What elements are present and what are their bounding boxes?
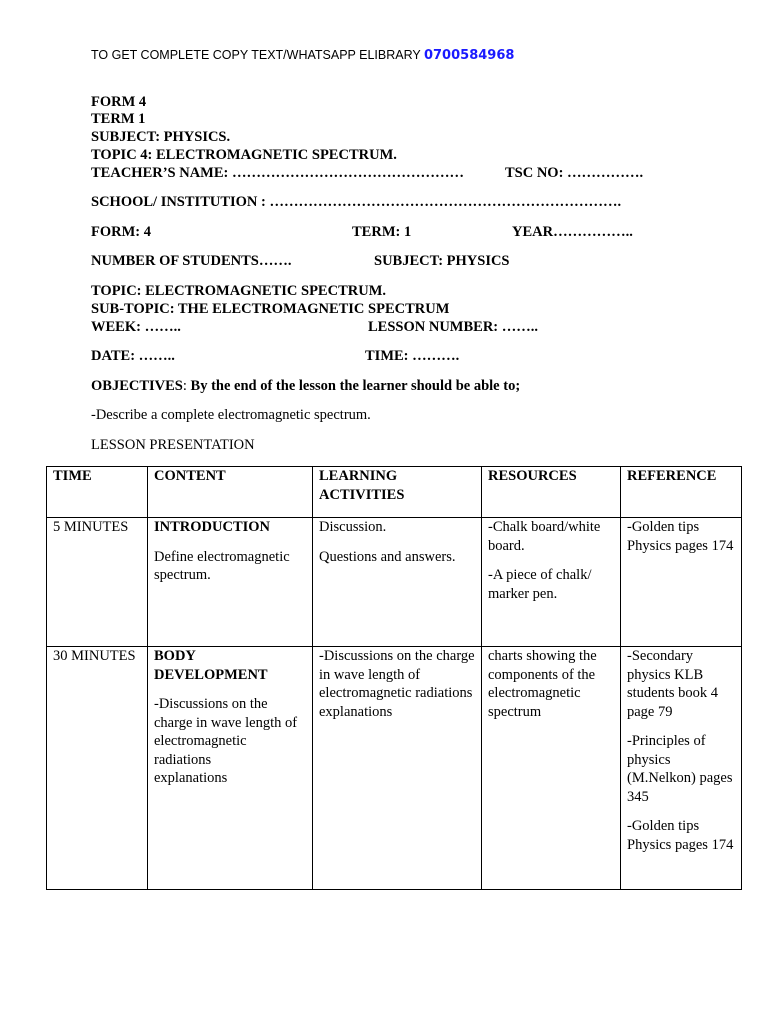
table-row bbox=[47, 647, 742, 890]
activity-text-line: -Discussions on the charge in wave length of electromagnetic radiations bbox=[319, 648, 475, 701]
school-field: SCHOOL/ INSTITUTION : ………………………………………………………………. bbox=[91, 194, 622, 210]
objective-item: -Describe a complete electromagnetic spectrum. bbox=[91, 407, 371, 423]
activity-text-line: explanations bbox=[319, 703, 393, 720]
objectives-colon: : bbox=[182, 378, 191, 394]
header-reference: REFERENCE bbox=[621, 467, 742, 518]
reference-cell bbox=[621, 647, 742, 890]
objectives-label: OBJECTIVES bbox=[91, 378, 183, 394]
header-content: CONTENT bbox=[148, 467, 313, 518]
reference-item: -Principles of physics (M.Nelkon) pages 345 bbox=[627, 733, 733, 805]
promo-banner bbox=[91, 48, 514, 63]
content-text bbox=[154, 695, 306, 788]
table-header-row bbox=[47, 467, 742, 518]
lesson-number-field: LESSON NUMBER: …….. bbox=[368, 319, 538, 335]
header-time: TIME bbox=[47, 467, 148, 518]
lesson-presentation-heading: LESSON PRESENTATION bbox=[91, 437, 255, 453]
activity-item bbox=[319, 647, 475, 721]
resource-item: charts showing the components of the electromagnetic spectrum bbox=[488, 648, 597, 720]
reference-item: -Golden tips Physics pages 174 bbox=[627, 818, 734, 853]
lesson-plan-table bbox=[46, 466, 742, 890]
year-field: YEAR…………….. bbox=[512, 224, 633, 240]
resources-cell bbox=[482, 647, 621, 890]
date-field: DATE: …….. bbox=[91, 348, 175, 364]
term-line: TERM 1 bbox=[91, 111, 146, 127]
topic-field: TOPIC: ELECTROMAGNETIC SPECTRUM. bbox=[91, 283, 386, 299]
term-field: TERM: 1 bbox=[352, 224, 412, 240]
reference-item: -Golden tips Physics pages 174 bbox=[627, 519, 734, 554]
subject-line: SUBJECT: PHYSICS. bbox=[91, 129, 231, 145]
phone-number[interactable]: 0700584968 bbox=[423, 48, 515, 63]
time-field: TIME: ………. bbox=[365, 348, 460, 364]
form-field: FORM: 4 bbox=[91, 224, 151, 240]
activity-item: Questions and answers. bbox=[319, 548, 456, 565]
resource-item: -A piece of chalk/ marker pen. bbox=[488, 567, 592, 602]
week-field: WEEK: …….. bbox=[91, 319, 181, 335]
activity-item: Discussion. bbox=[319, 519, 387, 535]
content-cell bbox=[148, 518, 313, 647]
resource-item: -Chalk board/white board. bbox=[488, 519, 601, 554]
form-line: FORM 4 bbox=[91, 94, 147, 110]
content-cell bbox=[148, 647, 313, 890]
content-title: BODY DEVELOPMENT bbox=[154, 648, 268, 683]
subtopic-field: SUB-TOPIC: THE ELECTROMAGNETIC SPECTRUM bbox=[91, 301, 450, 317]
activities-cell bbox=[313, 518, 482, 647]
time-cell: 5 MINUTES bbox=[47, 518, 148, 647]
activities-cell bbox=[313, 647, 482, 890]
topic-line: TOPIC 4: ELECTROMAGNETIC SPECTRUM. bbox=[91, 147, 397, 163]
content-text-line: -Discussions on the charge in wave length of electromagnetic radiations bbox=[154, 696, 298, 768]
resources-cell bbox=[482, 518, 621, 647]
reference-cell bbox=[621, 518, 742, 647]
content-title: INTRODUCTION bbox=[154, 519, 271, 535]
teacher-name-field: TEACHER’S NAME: ………………………………………… bbox=[91, 165, 464, 181]
table-row bbox=[47, 518, 742, 647]
subject-field: SUBJECT: PHYSICS bbox=[374, 253, 510, 269]
header-resources: RESOURCES bbox=[482, 467, 621, 518]
content-text-line: explanations bbox=[154, 770, 228, 786]
promo-text: TO GET COMPLETE COPY TEXT/WHATSAPP ELIBRARY bbox=[91, 48, 424, 62]
students-field: NUMBER OF STUDENTS……. bbox=[91, 253, 292, 269]
objectives-line bbox=[91, 378, 520, 395]
content-text: Define electromagnetic spectrum. bbox=[154, 548, 290, 583]
time-cell: 30 MINUTES bbox=[47, 647, 148, 890]
objectives-text: By the end of the lesson the learner should be able to; bbox=[190, 378, 521, 394]
reference-item: -Secondary physics KLB students book 4 page 79 bbox=[627, 648, 719, 720]
tsc-number-field: TSC NO: ……………. bbox=[505, 165, 644, 181]
header-learning-activities: LEARNING ACTIVITIES bbox=[313, 467, 482, 518]
